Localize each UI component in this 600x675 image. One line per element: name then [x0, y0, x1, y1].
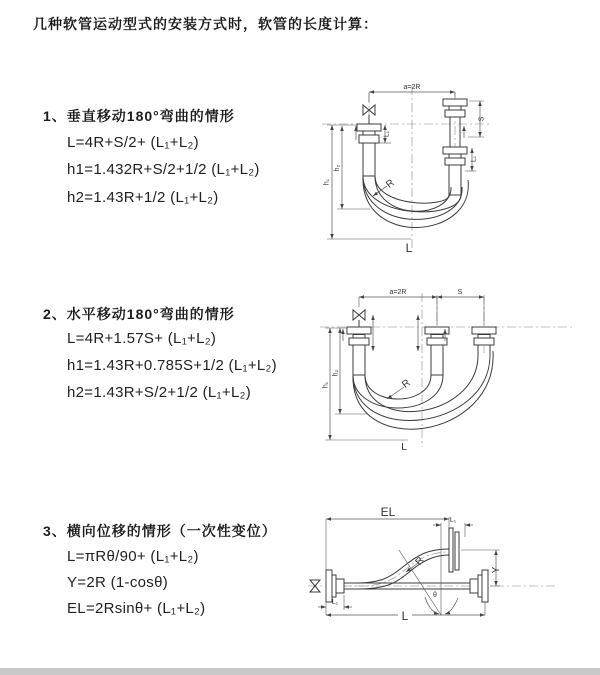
- section-3-formula-l: L=πRθ/90+ (L₁+L₂): [67, 548, 199, 565]
- dim-label-r: R: [413, 555, 427, 568]
- section-2-formula-l: L=4R+1.57S+ (L₁+L₂): [67, 330, 217, 347]
- hose-curves: [353, 351, 493, 429]
- diagram-vertical-move-180-bend: [312, 80, 600, 258]
- dim-label-l: L: [405, 241, 413, 255]
- dim-label-l1-left: L₁: [331, 599, 339, 606]
- dim-label-width: a=2R: [403, 84, 421, 91]
- diagram-lateral-displacement: [300, 502, 600, 660]
- upper-flange: [449, 528, 459, 572]
- diagram-horizontal-move-180-bend: [312, 283, 600, 455]
- braided-hose-section: [431, 345, 443, 375]
- dim-label-l: L: [401, 609, 409, 623]
- right-flange: [470, 570, 488, 602]
- dim-label-r: R: [400, 377, 413, 391]
- braided-hose-section: [353, 345, 365, 375]
- section-3-formula-el: EL=2Rsinθ+ (L₁+L₂): [67, 600, 206, 617]
- middle-pipe-flange: [425, 327, 449, 375]
- section-2-formula-h1: h1=1.43R+0.785S+1/2 (L₁+L₂): [67, 357, 277, 374]
- left-pipe-flange: [347, 327, 371, 375]
- dim-label-h2: h₂: [332, 369, 340, 377]
- section-1-heading: 1、垂直移动180°弯曲的情形: [43, 108, 235, 124]
- dim-label-l: L: [401, 442, 407, 453]
- dim-label-y: Y: [491, 566, 502, 574]
- dim-label-l1-top: L₁: [449, 517, 457, 524]
- left-pipe-flange: [357, 124, 381, 176]
- dimension-lines: [322, 297, 484, 440]
- section-1-formula-h2: h2=1.43R+1/2 (L₁+L₂): [67, 189, 219, 206]
- dim-label-width: a=2R: [389, 289, 407, 296]
- dim-label-theta: θ: [433, 592, 437, 599]
- dim-label-h1: h₁: [322, 381, 330, 389]
- braided-hose-section: [363, 143, 375, 176]
- dim-label-h1: h₁: [323, 178, 331, 186]
- dim-label-el: EL: [380, 505, 396, 519]
- section-1-formula-h1: h1=1.432R+S/2+1/2 (L₁+L₂): [67, 161, 260, 178]
- dim-label-h2: h₂: [334, 164, 341, 172]
- section-2-formula-h2: h2=1.43R+S/2+1/2 (L₁+L₂): [67, 384, 252, 401]
- dim-label-s: S: [478, 116, 486, 122]
- section-2-heading: 2、水平移动180°弯曲的情形: [43, 306, 235, 322]
- dim-label-r: R: [384, 177, 397, 191]
- dim-label-l1-right: L₁: [470, 155, 478, 163]
- page-title: 几种软管运动型式的安装方式时，软管的长度计算：: [33, 16, 378, 32]
- page-bottom-strip: [0, 668, 600, 675]
- left-flange: [326, 570, 344, 602]
- dim-label-s: S: [457, 289, 463, 296]
- section-1-formula-l: L=4R+S/2+ (L₁+L₂): [67, 134, 199, 151]
- section-3-formula-y: Y=2R (1-cosθ): [67, 574, 169, 591]
- dim-label-l1-left: L₁: [383, 130, 391, 138]
- right-pipe-flange: [443, 99, 467, 195]
- section-3-heading: 3、横向位移的情形（一次性变位）: [43, 523, 277, 539]
- valve-icon: [353, 310, 365, 327]
